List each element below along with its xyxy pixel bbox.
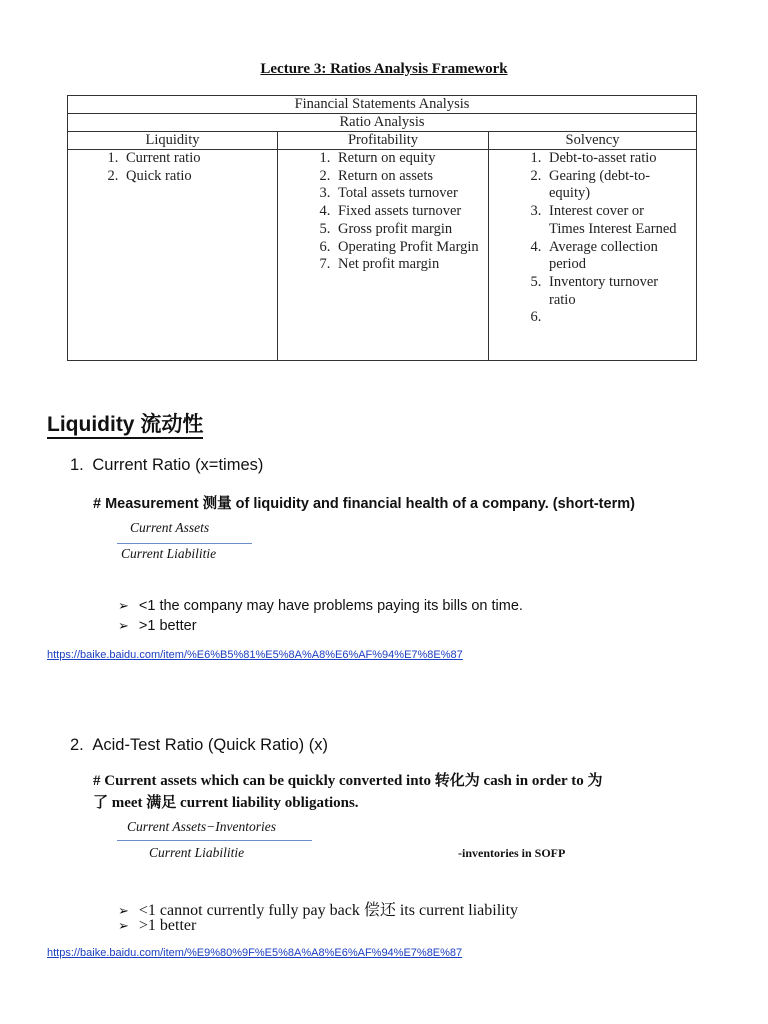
section1-numerator: Current Assets [130, 520, 210, 535]
section1-heading [70, 456, 263, 475]
section2-link[interactable]: https://baike.baidu.com/item/%E9%80%9F%E5%8A%A8%E6%AF%94%E7%8E%87 [47, 947, 463, 959]
section1-bullet: ➢ >1 better [118, 618, 197, 634]
list-item: 1. Current ratio [122, 150, 277, 168]
section2-bullet: ➢ <1 cannot currently fully pay back 偿还 its current liability [118, 902, 519, 919]
section1-description: # Measurement 测量 of liquidity and financial health of a company. (short-term) [93, 496, 635, 512]
list-item: 4. Fixed assets turnover [334, 203, 484, 221]
section2-description-line2: 了 meet 满足 current liability obligations. [93, 795, 359, 811]
section2-title: Acid-Test Ratio (Quick Ratio) (x) [92, 736, 328, 754]
profitability-column [278, 150, 489, 361]
section2-bullet: ➢ >1 better [118, 917, 197, 934]
column-header-liquidity: Liquidity [68, 132, 278, 150]
list-item: 3. Interest cover or Times Interest Earned [545, 203, 683, 238]
table-header-ratio-analysis: Ratio Analysis [68, 114, 697, 132]
section1-link[interactable]: https://baike.baidu.com/item/%E6%B5%81%E5%8A%A8%E6%AF%94%E7%8E%87 [47, 649, 463, 661]
ratio-framework-table [67, 95, 697, 361]
solvency-column [489, 150, 697, 361]
list-item: 2. Quick ratio [122, 168, 277, 186]
table-header-financial-statements: Financial Statements Analysis [68, 96, 697, 114]
section1-number: 1. [70, 456, 84, 474]
liquidity-heading: Liquidity 流动性 [47, 413, 203, 439]
section1-title: Current Ratio (x=times) [92, 456, 264, 474]
section2-note: -inventories in SOFP [458, 846, 566, 860]
section1-bullet: ➢ <1 the company may have problems paying its bills on time. [118, 598, 523, 614]
section2-denominator: Current Liabilitie [149, 845, 245, 860]
section2-description-line1: # Current assets which can be quickly converted into 转化为 cash in order to 为 [93, 773, 603, 789]
list-item [545, 309, 683, 327]
section2-numerator: Current Assets−Inventories [127, 819, 276, 834]
list-item: 6. Operating Profit Margin [334, 239, 484, 257]
arrow-bullet-icon: ➢ [118, 918, 129, 933]
section2-heading [70, 736, 328, 755]
list-item: 5. Gross profit margin [334, 221, 484, 239]
section1-fraction-bar [117, 543, 252, 544]
section2-fraction-bar [117, 840, 312, 841]
list-item: 1. Return on equity [334, 150, 484, 168]
list-item: 5. Inventory turnover ratio [545, 274, 683, 309]
section1-denominator: Current Liabilitie [121, 546, 217, 561]
list-item: 1. Debt-to-asset ratio [545, 150, 683, 168]
list-item: 4. Average collection period [545, 239, 683, 274]
column-header-profitability: Profitability [278, 132, 489, 150]
list-item: 7. Net profit margin [334, 256, 484, 274]
list-item: 2. Gearing (debt-to-equity) [545, 168, 683, 203]
section2-number: 2. [70, 736, 84, 754]
liquidity-column [68, 150, 278, 361]
lecture-title: Lecture 3: Ratios Analysis Framework [260, 61, 508, 77]
arrow-bullet-icon: ➢ [118, 598, 129, 613]
list-item: 2. Return on assets [334, 168, 484, 186]
arrow-bullet-icon: ➢ [118, 903, 129, 918]
arrow-bullet-icon: ➢ [118, 618, 129, 633]
list-item: 3. Total assets turnover [334, 185, 484, 203]
column-header-solvency: Solvency [489, 132, 697, 150]
